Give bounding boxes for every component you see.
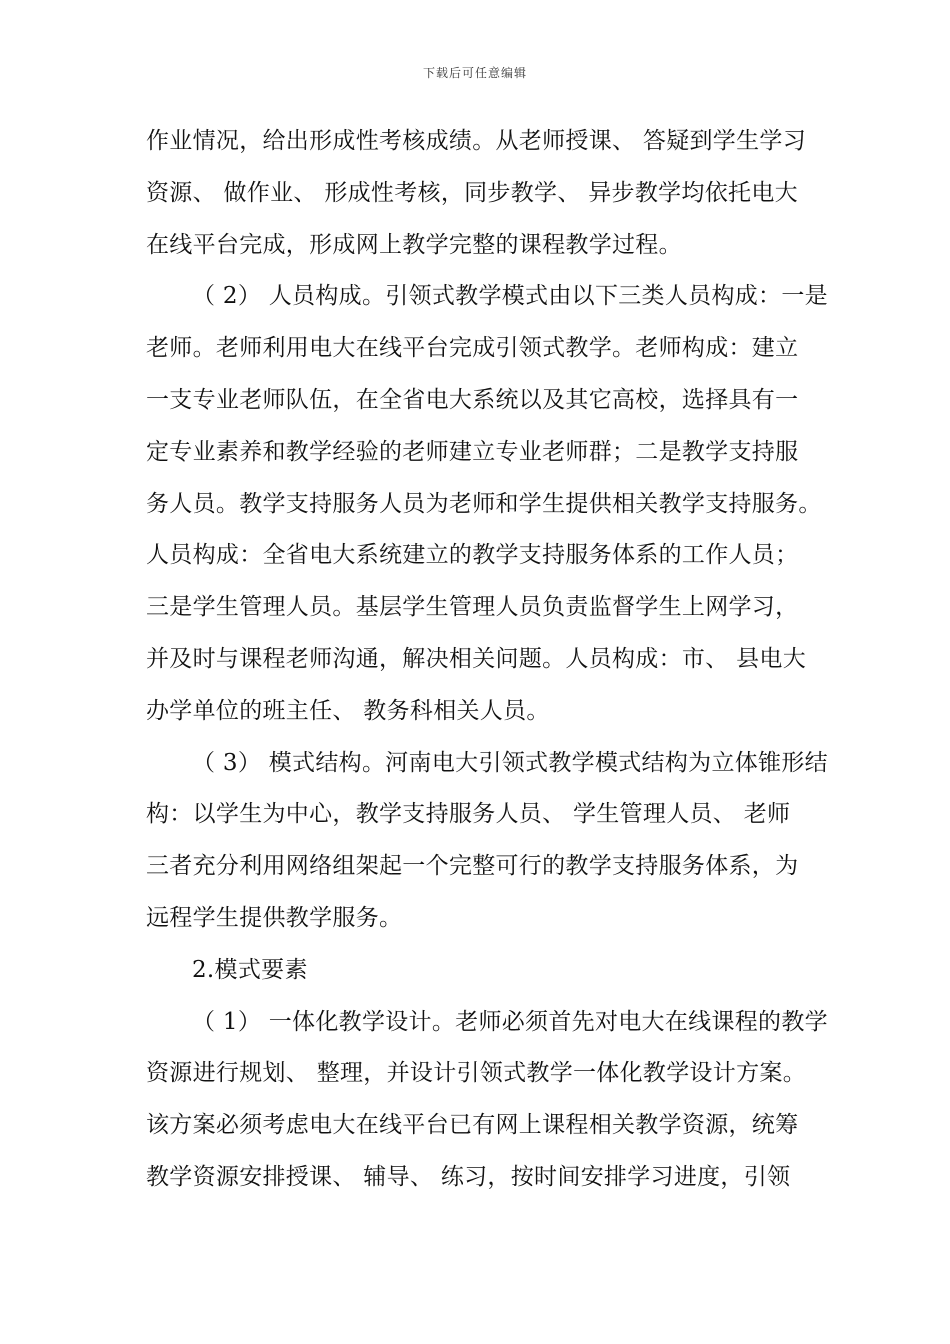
text-line: 资源进行规划、 整理，并设计引领式教学一体化教学设计方案。 bbox=[146, 1060, 807, 1087]
section-heading: 2.模式要素 bbox=[192, 956, 308, 983]
text-line: 三是学生管理人员。基层学生管理人员负责监督学生上网学习， bbox=[146, 594, 799, 621]
text-line: 一支专业老师队伍，在全省电大系统以及其它高校，选择具有一 bbox=[146, 386, 799, 413]
text-line: 老师。老师利用电大在线平台完成引领式教学。老师构成：建立 bbox=[146, 335, 799, 362]
paragraph-start-line: （ 1） 一体化教学设计。老师必须首先对电大在线课程的教学 bbox=[192, 1008, 828, 1035]
text-line: 作业情况，给出形成性考核成绩。从老师授课、 答疑到学生学习 bbox=[146, 128, 807, 154]
text-line: 远程学生提供教学服务。 bbox=[146, 904, 403, 931]
text-line: 在线平台完成，形成网上教学完整的课程教学过程。 bbox=[146, 231, 682, 258]
paragraph-start-line: （ 3） 模式结构。河南电大引领式教学模式结构为立体锥形结 bbox=[192, 749, 828, 776]
page-header: 下载后可任意编辑 bbox=[422, 66, 527, 80]
text-line: 该方案必须考虑电大在线平台已有网上课程相关教学资源，统筹 bbox=[146, 1112, 799, 1139]
document-body bbox=[146, 116, 828, 1204]
text-line: 资源、 做作业、 形成性考核，同步教学、 异步教学均依托电大 bbox=[146, 179, 798, 206]
text-line: 定专业素养和教学经验的老师建立专业老师群；二是教学支持服 bbox=[146, 438, 799, 465]
text-line: 务人员。教学支持服务人员为老师和学生提供相关教学支持服务。 bbox=[146, 490, 822, 517]
text-line: 构：以学生为中心，教学支持服务人员、 学生管理人员、 老师 bbox=[146, 801, 791, 828]
text-line: 三者充分利用网络组架起一个完整可行的教学支持服务体系，为 bbox=[146, 853, 799, 880]
paragraph-start-line: （ 2） 人员构成。引领式教学模式由以下三类人员构成：一是 bbox=[192, 283, 828, 310]
text-line: 人员构成：全省电大系统建立的教学支持服务体系的工作人员； bbox=[146, 542, 799, 569]
text-line: 教学资源安排授课、 辅导、 练习，按时间安排学习进度，引领 bbox=[146, 1163, 791, 1190]
text-line: 并及时与课程老师沟通，解决相关问题。人员构成：市、 县电大 bbox=[146, 645, 807, 672]
text-line: 办学单位的班主任、 教务科相关人员。 bbox=[146, 697, 550, 724]
